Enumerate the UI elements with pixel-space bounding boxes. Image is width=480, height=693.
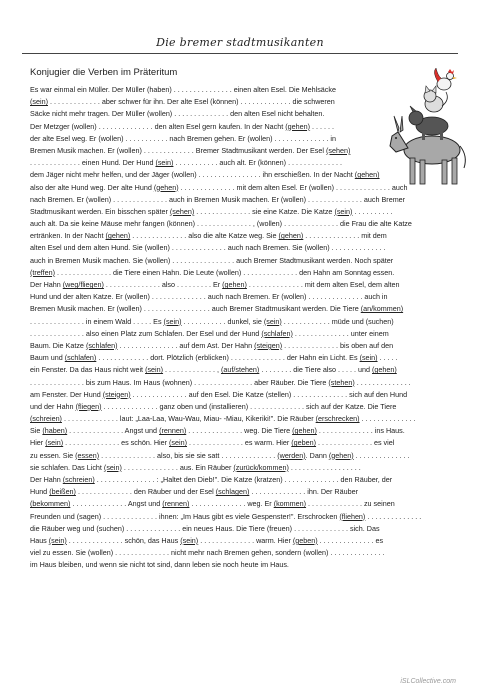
verb-prompt: (bekommen) bbox=[30, 499, 71, 509]
text-line bbox=[30, 96, 456, 108]
text-segment: Stadtmusikant werden. Ein bisschen später bbox=[30, 206, 170, 216]
text-line bbox=[30, 437, 456, 449]
text-segment: . . . . . . . . . . . . . . es viel bbox=[316, 438, 395, 448]
text-segment: . . . . . . . . . . . . . aber schwer für ihn. Der alte Esel (können) . . . . . . . . . . . . . die schweren bbox=[47, 97, 335, 107]
verb-prompt: (schlafen) bbox=[64, 353, 97, 363]
text-segment: . . . . . . . . . . . . . . bis zum Haus. Im Haus (wohnen) . . . . . . . . . . . . . . . aber Räuber. Die Tiere bbox=[30, 377, 329, 387]
text-segment: Bremen Musik machen. Er (wollen) . . . . . . . . . . . . . . . . . auch Bremer Stadtmusikant werden. Die Tiere bbox=[30, 304, 361, 314]
text-line bbox=[30, 145, 456, 157]
verb-prompt: (gehen) bbox=[285, 121, 311, 131]
text-segment: . . . . . . . . . . . . . . bbox=[354, 377, 411, 387]
text-segment: auch alt. Da sie keine Mäuse mehr fangen (können) . . . . . . . . . . . . . . , (wollen) . . . . . . . . . . . . . . die Frau die alte Katze bbox=[30, 219, 412, 229]
text-segment: Säcke nicht mehr tragen. Der Müller (wollen) . . . . . . . . . . . . . . den alten Esel nicht behalten. bbox=[30, 109, 325, 119]
verb-prompt: (schlagen) bbox=[215, 487, 250, 497]
text-segment: . . . . . . . . . . . . . einen Hund. Der Hund bbox=[30, 158, 156, 168]
verb-prompt: (sein) bbox=[163, 316, 182, 326]
verb-prompt: (sein) bbox=[180, 535, 199, 545]
verb-prompt: (gehen) bbox=[354, 170, 380, 180]
text-line bbox=[30, 255, 456, 267]
text-segment: ertränken. In der Nacht bbox=[30, 231, 106, 241]
text-segment: . . . . . . . . . . . . . . . . . . bbox=[288, 462, 361, 472]
text-segment: Der Metzger (wollen) . . . . . . . . . . . . . . den alten Esel gern kaufen. In der Nacht bbox=[30, 121, 286, 131]
text-segment: am Fenster. Der Hund bbox=[30, 389, 103, 399]
text-segment: Hier bbox=[30, 438, 46, 448]
verb-prompt: (gehen) bbox=[153, 182, 179, 192]
text-segment: . . . . . . . . . . . . . . . : „Haltet den Dieb!". Die Katze (kratzen) . . . . . . . . . . . . . . den Räuber, der bbox=[94, 475, 393, 484]
text-line bbox=[30, 169, 456, 181]
text-segment: . . . . . . . . die Tiere also . . . . . und bbox=[259, 365, 372, 375]
text-line bbox=[30, 182, 456, 194]
verb-prompt: (sein) bbox=[103, 462, 122, 472]
verb-prompt: (sein) bbox=[30, 97, 48, 107]
text-segment: Bremen Musik machen. Er (wollen) . . . . . . . . . . . . . Bremer Stadtmusikant werden. Der Esel bbox=[30, 145, 326, 155]
text-segment: . . . . . . . . . . . . . . es bbox=[317, 535, 384, 545]
text-segment: . . . . . . . . . . . . müde und (suchen) bbox=[281, 316, 394, 326]
text-line bbox=[30, 121, 456, 133]
text-segment: . . . . . bbox=[377, 353, 398, 363]
text-segment: . . . . . . . . . . . . . . aus. Ein Räuber bbox=[121, 462, 234, 472]
verb-prompt: (sein) bbox=[169, 438, 188, 448]
text-segment: . . . . . . . . . . . . . . weg. Die Tiere bbox=[186, 426, 293, 436]
text-segment: . . . . . . . . . . bbox=[352, 206, 393, 216]
text-line bbox=[30, 474, 456, 486]
text-segment: . . . . . . . . . . . . . . mit dem bbox=[303, 231, 387, 241]
text-segment: . . . . . . . . . . . . . . also . . . . . . . . . Er bbox=[103, 280, 223, 289]
text-segment: . . . . . . . . . . . . . . also, bis sie sie satt . . . . . . . . . . . . . . bbox=[99, 450, 278, 460]
verb-prompt: (schlafen) bbox=[261, 328, 293, 338]
text-segment: viel zu essen. Sie (wollen) . . . . . . . . . . . . . . nicht mehr nach Bremen gehen, sondern (wollen) . . . . . . . . . . . . . . bbox=[30, 548, 385, 558]
text-line bbox=[30, 279, 456, 291]
text-line bbox=[30, 267, 456, 279]
verb-prompt: (geben) bbox=[292, 535, 318, 545]
text-segment: . . . . . . . . . . . . . . warm. Hier bbox=[198, 535, 293, 545]
verb-prompt: (gehen) bbox=[292, 426, 317, 436]
text-segment: . . . . . . . . . . . . . . schön, das Haus bbox=[66, 535, 181, 545]
text-segment: . . . . . . . . . . . . . . den Räuber und der Esel bbox=[75, 487, 216, 497]
text-segment: . Dann bbox=[305, 450, 329, 460]
text-segment: Baum und bbox=[30, 353, 65, 363]
verb-prompt: (erschrecken) bbox=[315, 414, 360, 424]
text-segment: nach Bremen. Er (wollen) . . . . . . . . . . . . . . auch in Bremen Musik machen. Er (wollen) . . . . . . . . . . . . . . auch Bremer bbox=[30, 194, 406, 204]
verb-prompt: (sein) bbox=[48, 535, 67, 545]
verb-prompt: (gehen) bbox=[371, 365, 397, 375]
verb-prompt: (rennen) bbox=[159, 426, 187, 436]
text-segment: . . . . . . . . . . . . . . ganz oben und (installieren) . . . . . . . . . . . . . . sich auf der Katze. Die Tiere bbox=[101, 401, 397, 411]
verb-prompt: (treffen) bbox=[30, 267, 56, 277]
text-line bbox=[30, 559, 456, 571]
verb-prompt: (sehen) bbox=[169, 206, 195, 216]
text-segment: . . . . . . . . . . . . . . es warm. Hier bbox=[187, 438, 292, 448]
text-segment: und der Hahn bbox=[30, 401, 76, 411]
text-segment: die Räuber weg und (suchen) . . . . . . . . . . . . . . ein neues Haus. Die Tiere (freuen) . . . . . . . . . . . . . . sich. Das bbox=[30, 523, 380, 533]
text-segment: . . . . . . . . . . . dunkel, sie bbox=[181, 316, 264, 326]
text-line bbox=[30, 108, 456, 120]
text-segment: . . . . . . . . . . . . . . . auf dem Ast. Der Hahn bbox=[117, 340, 255, 350]
text-segment: zu essen. Sie bbox=[30, 450, 76, 460]
text-line bbox=[30, 328, 456, 340]
text-segment: Sie bbox=[30, 426, 43, 436]
text-line bbox=[30, 303, 456, 315]
text-segment: Freunden und (sagen) . . . . . . . . . . . . . . ihnen: „Im Haus gibt es viele Gespenster!". Erschrocken bbox=[30, 511, 340, 521]
text-line bbox=[30, 450, 456, 462]
text-segment: . . . . . . . . . . . . . . mit dem alten Esel, dem alten bbox=[246, 280, 400, 289]
text-segment: . . . . . . . . . . . . . dort. Plötzlich (erblicken) . . . . . . . . . . . . . . der Hahn ein Licht. Es bbox=[96, 353, 360, 363]
text-segment: Hund und der alten Katze. Er (wollen) . . . . . . . . . . . . . . auch nach Bremen. Er (wollen) . . . . . . . . . . . . . . auch in bbox=[30, 292, 388, 302]
text-line bbox=[30, 425, 456, 437]
text-segment: . . . . . . . . . . . . . . die Tiere einen Hahn. Die Leute (wollen) . . . . . . . . . . . . . . den Hahn am Sonntag essen. bbox=[55, 267, 395, 277]
verb-prompt: (werden) bbox=[277, 450, 306, 460]
text-segment: . . . . . . . . . . . . . . Angst und bbox=[70, 499, 163, 509]
text-line bbox=[30, 462, 456, 474]
story-text bbox=[30, 84, 456, 572]
text-segment: . . . . . . . . . . . auch alt. Er (können) . . . . . . . . . . . . . . bbox=[173, 158, 342, 168]
text-line bbox=[30, 547, 456, 559]
verb-prompt: (steigen) bbox=[254, 340, 283, 350]
verb-prompt: (gehen) bbox=[105, 231, 131, 241]
verb-prompt: (gehen) bbox=[328, 450, 354, 460]
verb-prompt: (sein) bbox=[145, 365, 164, 375]
text-segment: . . . . . . . . . . . . . . ihn. Der Räuber bbox=[249, 487, 358, 497]
verb-prompt: (an/kommen) bbox=[360, 304, 404, 314]
text-line bbox=[30, 535, 456, 547]
text-segment: Der Hahn bbox=[30, 475, 63, 484]
text-line bbox=[30, 340, 456, 352]
verb-prompt: (sehen) bbox=[325, 145, 351, 155]
text-line bbox=[30, 230, 456, 242]
text-segment: Hund bbox=[30, 487, 50, 497]
text-segment: sie schlafen. Das Licht bbox=[30, 462, 104, 472]
verb-prompt: (rennen) bbox=[162, 499, 190, 509]
verb-prompt: (auf/stehen) bbox=[220, 365, 260, 375]
verb-prompt: (schreien) bbox=[62, 475, 95, 484]
verb-prompt: (zurück/kommen) bbox=[233, 462, 289, 472]
text-segment: ein Fenster. Da das Haus nicht weit bbox=[30, 365, 146, 375]
text-segment: . . . . . . bbox=[310, 121, 335, 131]
text-segment: . . . . . . . . . . . . . . also einen Platz zum Schlafen. Der Esel und der Hund bbox=[30, 328, 262, 338]
text-line bbox=[30, 389, 456, 401]
text-segment: . . . . . . . . . . . . . . mit dem alten Esel. Er (wollen) . . . . . . . . . . . . . . auch bbox=[178, 182, 408, 192]
text-line bbox=[30, 133, 456, 145]
text-segment: Baum. Die Katze bbox=[30, 340, 86, 350]
text-line bbox=[30, 218, 456, 230]
text-segment: der alte Esel weg. Er (wollen) . . . . . . . . . . . nach Bremen gehen. Er (wollen) . . . . . . . . . . . . . . in bbox=[30, 133, 336, 143]
verb-prompt: (steigen) bbox=[102, 389, 131, 399]
worksheet-subtitle: Konjugier die Verben im Präteritum bbox=[30, 67, 178, 78]
text-line bbox=[30, 352, 456, 364]
verb-prompt: (gehen) bbox=[278, 231, 304, 241]
verb-prompt: (gehen) bbox=[222, 280, 247, 289]
text-line bbox=[30, 194, 456, 206]
footer-watermark: iSLCollective.com bbox=[400, 678, 456, 685]
text-line bbox=[30, 413, 456, 425]
verb-prompt: (sein) bbox=[155, 158, 174, 168]
text-segment: dem Jäger nicht mehr helfen, und der Jäger (wollen) . . . . . . . . . . . . . . . . ihn erschießen. In der Nacht bbox=[30, 170, 355, 180]
text-line bbox=[30, 401, 456, 413]
text-segment: also der alte Hund weg. Der alte Hund bbox=[30, 182, 154, 192]
text-segment: Haus bbox=[30, 535, 49, 545]
text-segment: . . . . . . . . . . . . . . ins Haus. bbox=[316, 426, 405, 436]
verb-prompt: (sein) bbox=[334, 206, 353, 216]
text-line bbox=[30, 291, 456, 303]
header-rule bbox=[22, 53, 458, 54]
text-line bbox=[30, 242, 456, 254]
verb-prompt: (kommen) bbox=[273, 499, 307, 509]
header-title: Die bremer stadtmusikanten bbox=[156, 36, 324, 49]
text-line bbox=[30, 206, 456, 218]
text-line bbox=[30, 364, 456, 376]
text-segment: im Haus bleiben, und wenn sie nicht tot sind, dann leben sie noch heute im Haus. bbox=[30, 560, 289, 570]
text-line bbox=[30, 498, 456, 510]
text-line bbox=[30, 486, 456, 498]
text-segment: . . . . . . . . . . . . . . also die alte Katze weg. Sie bbox=[130, 231, 279, 241]
verb-prompt: (essen) bbox=[75, 450, 100, 460]
verb-prompt: (stehen) bbox=[328, 377, 355, 387]
text-line bbox=[30, 523, 456, 535]
text-segment: . . . . . . . . . . . . . . unter einem bbox=[292, 328, 389, 338]
verb-prompt: (schlafen) bbox=[85, 340, 118, 350]
verb-prompt: (schreien) bbox=[30, 414, 62, 424]
text-segment: . . . . . . . . . . . . . . laut: „Laa-Laa, Wau-Wau, Miau- -Miau, Kikeriki!". Die Räuber bbox=[61, 414, 316, 424]
text-line bbox=[30, 84, 456, 96]
text-segment: . . . . . . . . . . . . . . es schön. Hier bbox=[63, 438, 170, 448]
text-segment: . . . . . . . . . . . . . , bbox=[163, 365, 221, 375]
text-line bbox=[30, 157, 456, 169]
text-segment: . . . . . . . . . . . . . . zu seinen bbox=[306, 499, 395, 509]
text-segment: . . . . . . . . . . . . . . bbox=[353, 450, 410, 460]
verb-prompt: (fliehen) bbox=[339, 511, 366, 521]
text-segment: . . . . . . . . . . . . . . bbox=[365, 511, 422, 521]
verb-prompt: (weg/fliegen) bbox=[62, 280, 104, 289]
text-segment: . . . . . . . . . . . . . . auf den Esel. Die Katze (stellen) . . . . . . . . . . . . . . sich auf den Hund bbox=[130, 389, 408, 399]
verb-prompt: (beißen) bbox=[49, 487, 76, 497]
text-segment: . . . . . . . . . . . . . . sie eine Katze. Die Katze bbox=[194, 206, 335, 216]
text-segment: . . . . . . . . . . . . . . Angst und bbox=[67, 426, 160, 436]
verb-prompt: (sein) bbox=[359, 353, 378, 363]
text-segment: auch in Bremen Musik machen. Sie (wollen) . . . . . . . . . . . . . . . . auch Bremer Stadtmusikant werden. Noch später bbox=[30, 255, 394, 265]
verb-prompt: (geben) bbox=[291, 438, 317, 448]
text-segment: . . . . . . . . . . . . . . bbox=[359, 414, 416, 424]
text-segment: . . . . . . . . . . . . . . bis oben auf den bbox=[282, 340, 394, 350]
verb-prompt: (fliegen) bbox=[75, 401, 102, 411]
text-line bbox=[30, 377, 456, 389]
verb-prompt: (sein) bbox=[263, 316, 282, 326]
text-line bbox=[30, 511, 456, 523]
text-segment: . . . . . . . . . . . . . . weg. Er bbox=[189, 499, 274, 509]
verb-prompt: (haben) bbox=[42, 426, 68, 436]
text-segment: Es war einmal ein Müller. Der Müller (haben) . . . . . . . . . . . . . . . einen alten Esel. Die Mehlsäcke bbox=[30, 85, 336, 94]
text-segment: . . . . . . . . . . . . . . in einem Wald . . . . . Es bbox=[30, 316, 164, 326]
text-segment: Der Hahn bbox=[30, 280, 63, 289]
verb-prompt: (sein) bbox=[45, 438, 64, 448]
text-line bbox=[30, 316, 456, 328]
text-segment: alten Esel und dem alten Hund. Sie (wollen) . . . . . . . . . . . . . . auch nach Bremen. Sie (wollen) . . . . . . . . . . . . . . bbox=[30, 243, 386, 253]
